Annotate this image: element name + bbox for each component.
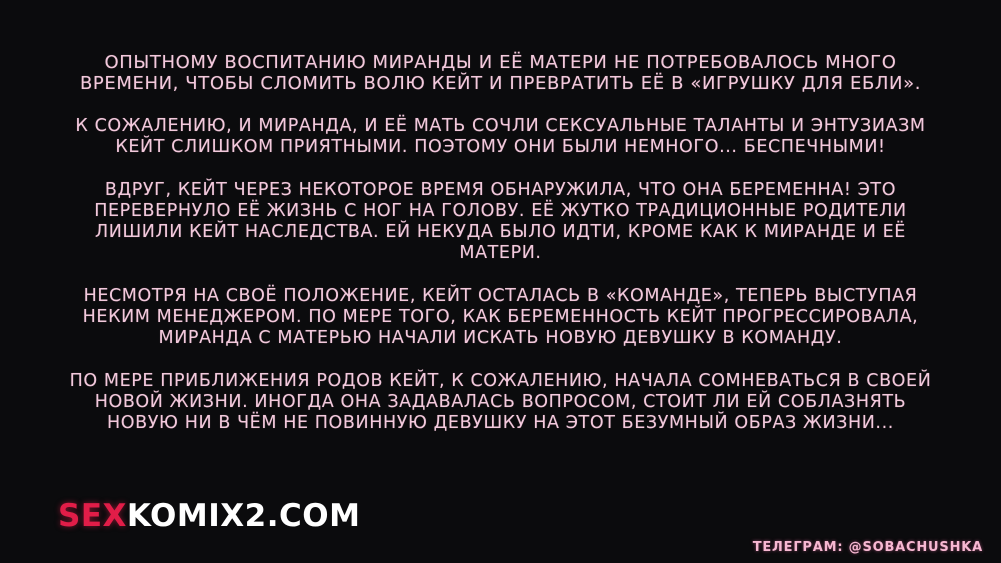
telegram-watermark: ТЕЛЕГРАМ: @SOBACHUSHKA bbox=[752, 540, 983, 555]
site-logo-accent: SEX bbox=[58, 498, 127, 534]
site-logo-main: KOMIX2.COM bbox=[126, 498, 361, 534]
story-paragraph: ВДРУГ, КЕЙТ ЧЕРЕЗ НЕКОТОРОЕ ВРЕМЯ ОБНАРУЖИЛА, ЧТО ОНА БЕРЕМЕННА! ЭТО ПЕРЕВЕРНУЛО ЕЁ ЖИЗНЬ С НОГ НА ГОЛОВУ. ЕЁ ЖУТКО ТРАДИЦИОННЫЕ РОДИТЕЛИ ЛИШИЛИ КЕЙТ НАСЛЕДСТВА. ЕЙ НЕКУДА БЫЛО ИДТИ, КРОМЕ КАК К МИРАНДЕ И ЕЁ МАТЕРИ. bbox=[94, 180, 907, 263]
story-text-block bbox=[0, 52, 1001, 434]
site-logo-watermark bbox=[58, 498, 360, 534]
story-paragraph: ПО МЕРЕ ПРИБЛИЖЕНИЯ РОДОВ КЕЙТ, К СОЖАЛЕНИЮ, НАЧАЛА СОМНЕВАТЬСЯ В СВОЕЙ НОВОЙ ЖИЗНИ. ИНОГДА ОНА ЗАДАВАЛАСЬ ВОПРОСОМ, СТОИТ ЛИ ЕЙ СОБЛАЗНЯТЬ НОВУЮ НИ В ЧЁМ НЕ ПОВИННУЮ ДЕВУШКУ НА ЭТОТ БЕЗУМНЫЙ ОБРАЗ ЖИЗНИ... bbox=[69, 371, 932, 433]
story-paragraph: НЕСМОТРЯ НА СВОЁ ПОЛОЖЕНИЕ, КЕЙТ ОСТАЛАСЬ В «КОМАНДЕ», ТЕПЕРЬ ВЫСТУПАЯ НЕКИМ МЕНЕДЖЕРОМ. ПО МЕРЕ ТОГО, КАК БЕРЕМЕННОСТЬ КЕЙТ ПРОГРЕССИРОВАЛА, МИРАНДА С МАТЕРЬЮ НАЧАЛИ ИСКАТЬ НОВУЮ ДЕВУШКУ В КОМАНДУ. bbox=[82, 286, 919, 348]
story-paragraph: ОПЫТНОМУ ВОСПИТАНИЮ МИРАНДЫ И ЕЁ МАТЕРИ НЕ ПОТРЕБОВАЛОСЬ МНОГО ВРЕМЕНИ, ЧТОБЫ СЛОМИТЬ ВОЛЮ КЕЙТ И ПРЕВРАТИТЬ ЕЁ В «ИГРУШКУ ДЛЯ ЕБЛИ». bbox=[79, 52, 922, 94]
story-paragraph: К СОЖАЛЕНИЮ, И МИРАНДА, И ЕЁ МАТЬ СОЧЛИ СЕКСУАЛЬНЫЕ ТАЛАНТЫ И ЭНТУЗИАЗМ КЕЙТ СЛИШКОМ ПРИЯТНЫМИ. ПОЭТОМУ ОНИ БЫЛИ НЕМНОГО... БЕСПЕЧНЫМИ! bbox=[75, 116, 926, 157]
